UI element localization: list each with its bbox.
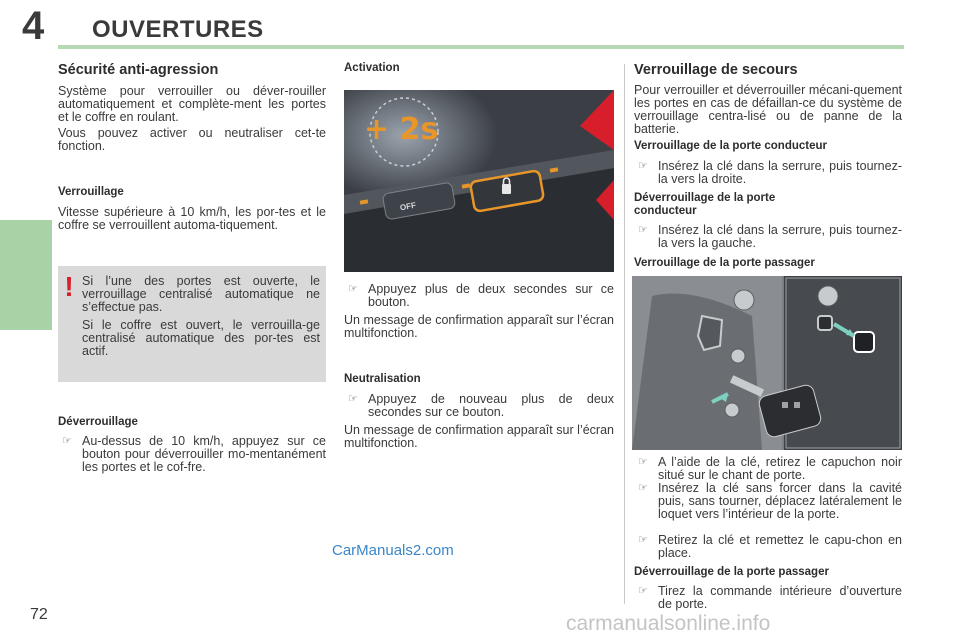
warning-exclamation-icon: ! (64, 271, 74, 302)
heading-neutralisation: Neutralisation (344, 373, 421, 385)
neutralisation-bullet (344, 393, 614, 419)
passenger-lock-bullet-3-text: Retirez la clé et remettez le capu-chon en place. (658, 533, 902, 560)
activation-bullet-text: Appuyez plus de deux secondes sur ce bouton. (368, 282, 614, 309)
activation-confirmation-text: Un message de confirmation apparaît sur l’écran multifonction. (344, 313, 614, 340)
pointing-hand-icon: ☞ (348, 393, 358, 405)
emergency-lock-intro: Pour verrouiller et déverrouiller mécani-quement les portes en cas de défaillan-ce du système de verrouillage centra-lisé ou de panne de la batterie. (634, 83, 902, 136)
door-lock-illustration (632, 276, 902, 450)
deverrouillage-bullet-text: Au-dessus de 10 km/h, appuyez sur ce bouton pour déverrouiller mo-mentanément les portes et le cof-fre. (82, 434, 326, 474)
column-divider (624, 64, 625, 604)
dashboard-button-photo (344, 90, 614, 272)
pointing-hand-icon: ☞ (638, 585, 648, 597)
passenger-lock-bullet-2-text: Insérez la clé sans forcer dans la cavité puis, sans tourner, déplacez latéralement le loquet vers l’intérieur de la porte. (658, 481, 902, 521)
heading-activation: Activation (344, 62, 400, 74)
chapter-side-tab (0, 220, 52, 330)
pointing-hand-icon: ☞ (638, 456, 648, 468)
section-heading-emergency-lock: Verrouillage de secours (634, 62, 798, 78)
anti-aggression-para-1: Système pour verrouiller ou déver-rouiller automatiquement et complète-ment les portes et le coffre en roulant. (58, 84, 326, 124)
passenger-lock-bullet-1-text: A l’aide de la clé, retirez le capuchon noir situé sur le chant de porte. (658, 455, 902, 482)
section-heading-anti-aggression: Sécurité anti-agression (58, 62, 219, 78)
passenger-lock-bullet-1 (634, 456, 902, 482)
page-number: 72 (30, 606, 48, 623)
anti-aggression-para-2: Vous pouvez activer ou neutraliser cet-te fonction. (58, 126, 326, 153)
passenger-lock-bullet-3 (634, 534, 902, 560)
heading-verrouillage: Verrouillage (58, 186, 124, 198)
door-lock-photo (632, 276, 902, 450)
warning-text-2: Si le coffre est ouvert, le verrouilla-ge centralisé automatique des por-tes est actif. (82, 318, 320, 358)
page-title: OUVERTURES (92, 16, 264, 43)
driver-unlock-bullet (634, 224, 902, 250)
neutralisation-confirmation-text: Un message de confirmation apparaît sur l’écran multifonction. (344, 423, 614, 450)
deverrouillage-bullet (58, 435, 326, 474)
pointing-hand-icon: ☞ (638, 160, 648, 172)
heading-passenger-unlock: Déverrouillage de la porte passager (634, 566, 829, 578)
pointing-hand-icon: ☞ (638, 534, 648, 546)
heading-passenger-lock: Verrouillage de la porte passager (634, 257, 815, 269)
pointing-hand-icon: ☞ (348, 283, 358, 295)
driver-lock-bullet (634, 160, 902, 186)
neutralisation-bullet-text: Appuyez de nouveau plus de deux secondes sur ce bouton. (368, 392, 614, 419)
pointing-hand-icon: ☞ (638, 482, 648, 494)
passenger-lock-bullet-2 (634, 482, 902, 521)
heading-driver-lock: Verrouillage de la porte conducteur (634, 140, 827, 152)
header-rule (58, 45, 904, 49)
carmanuals-watermark: CarManuals2.com (332, 542, 454, 559)
passenger-unlock-bullet-text: Tirez la commande intérieure d’ouverture de porte. (658, 584, 902, 611)
passenger-unlock-bullet (634, 585, 902, 611)
verrouillage-text: Vitesse supérieure à 10 km/h, les por-tes et le coffre se verrouillent automa-tiquement. (58, 205, 326, 232)
pointing-hand-icon: ☞ (62, 435, 72, 447)
activation-bullet (344, 283, 614, 309)
off-button-label: OFF (399, 200, 417, 213)
plus-2s-label: + 2s (364, 112, 439, 147)
warning-text-1: Si l’une des portes est ouverte, le verrouillage centralisé automatique ne s’effectue pas. (82, 274, 320, 314)
driver-unlock-bullet-text: Insérez la clé dans la serrure, puis tournez-la vers la gauche. (658, 223, 902, 250)
footer-watermark: carmanualsonline.info (566, 612, 771, 635)
driver-lock-bullet-text: Insérez la clé dans la serrure, puis tournez-la vers la droite. (658, 159, 902, 186)
heading-driver-unlock: Déverrouillage de la porte conducteur (634, 192, 776, 217)
pointing-hand-icon: ☞ (638, 224, 648, 236)
chapter-number: 4 (22, 4, 45, 48)
heading-deverrouillage: Déverrouillage (58, 416, 138, 428)
